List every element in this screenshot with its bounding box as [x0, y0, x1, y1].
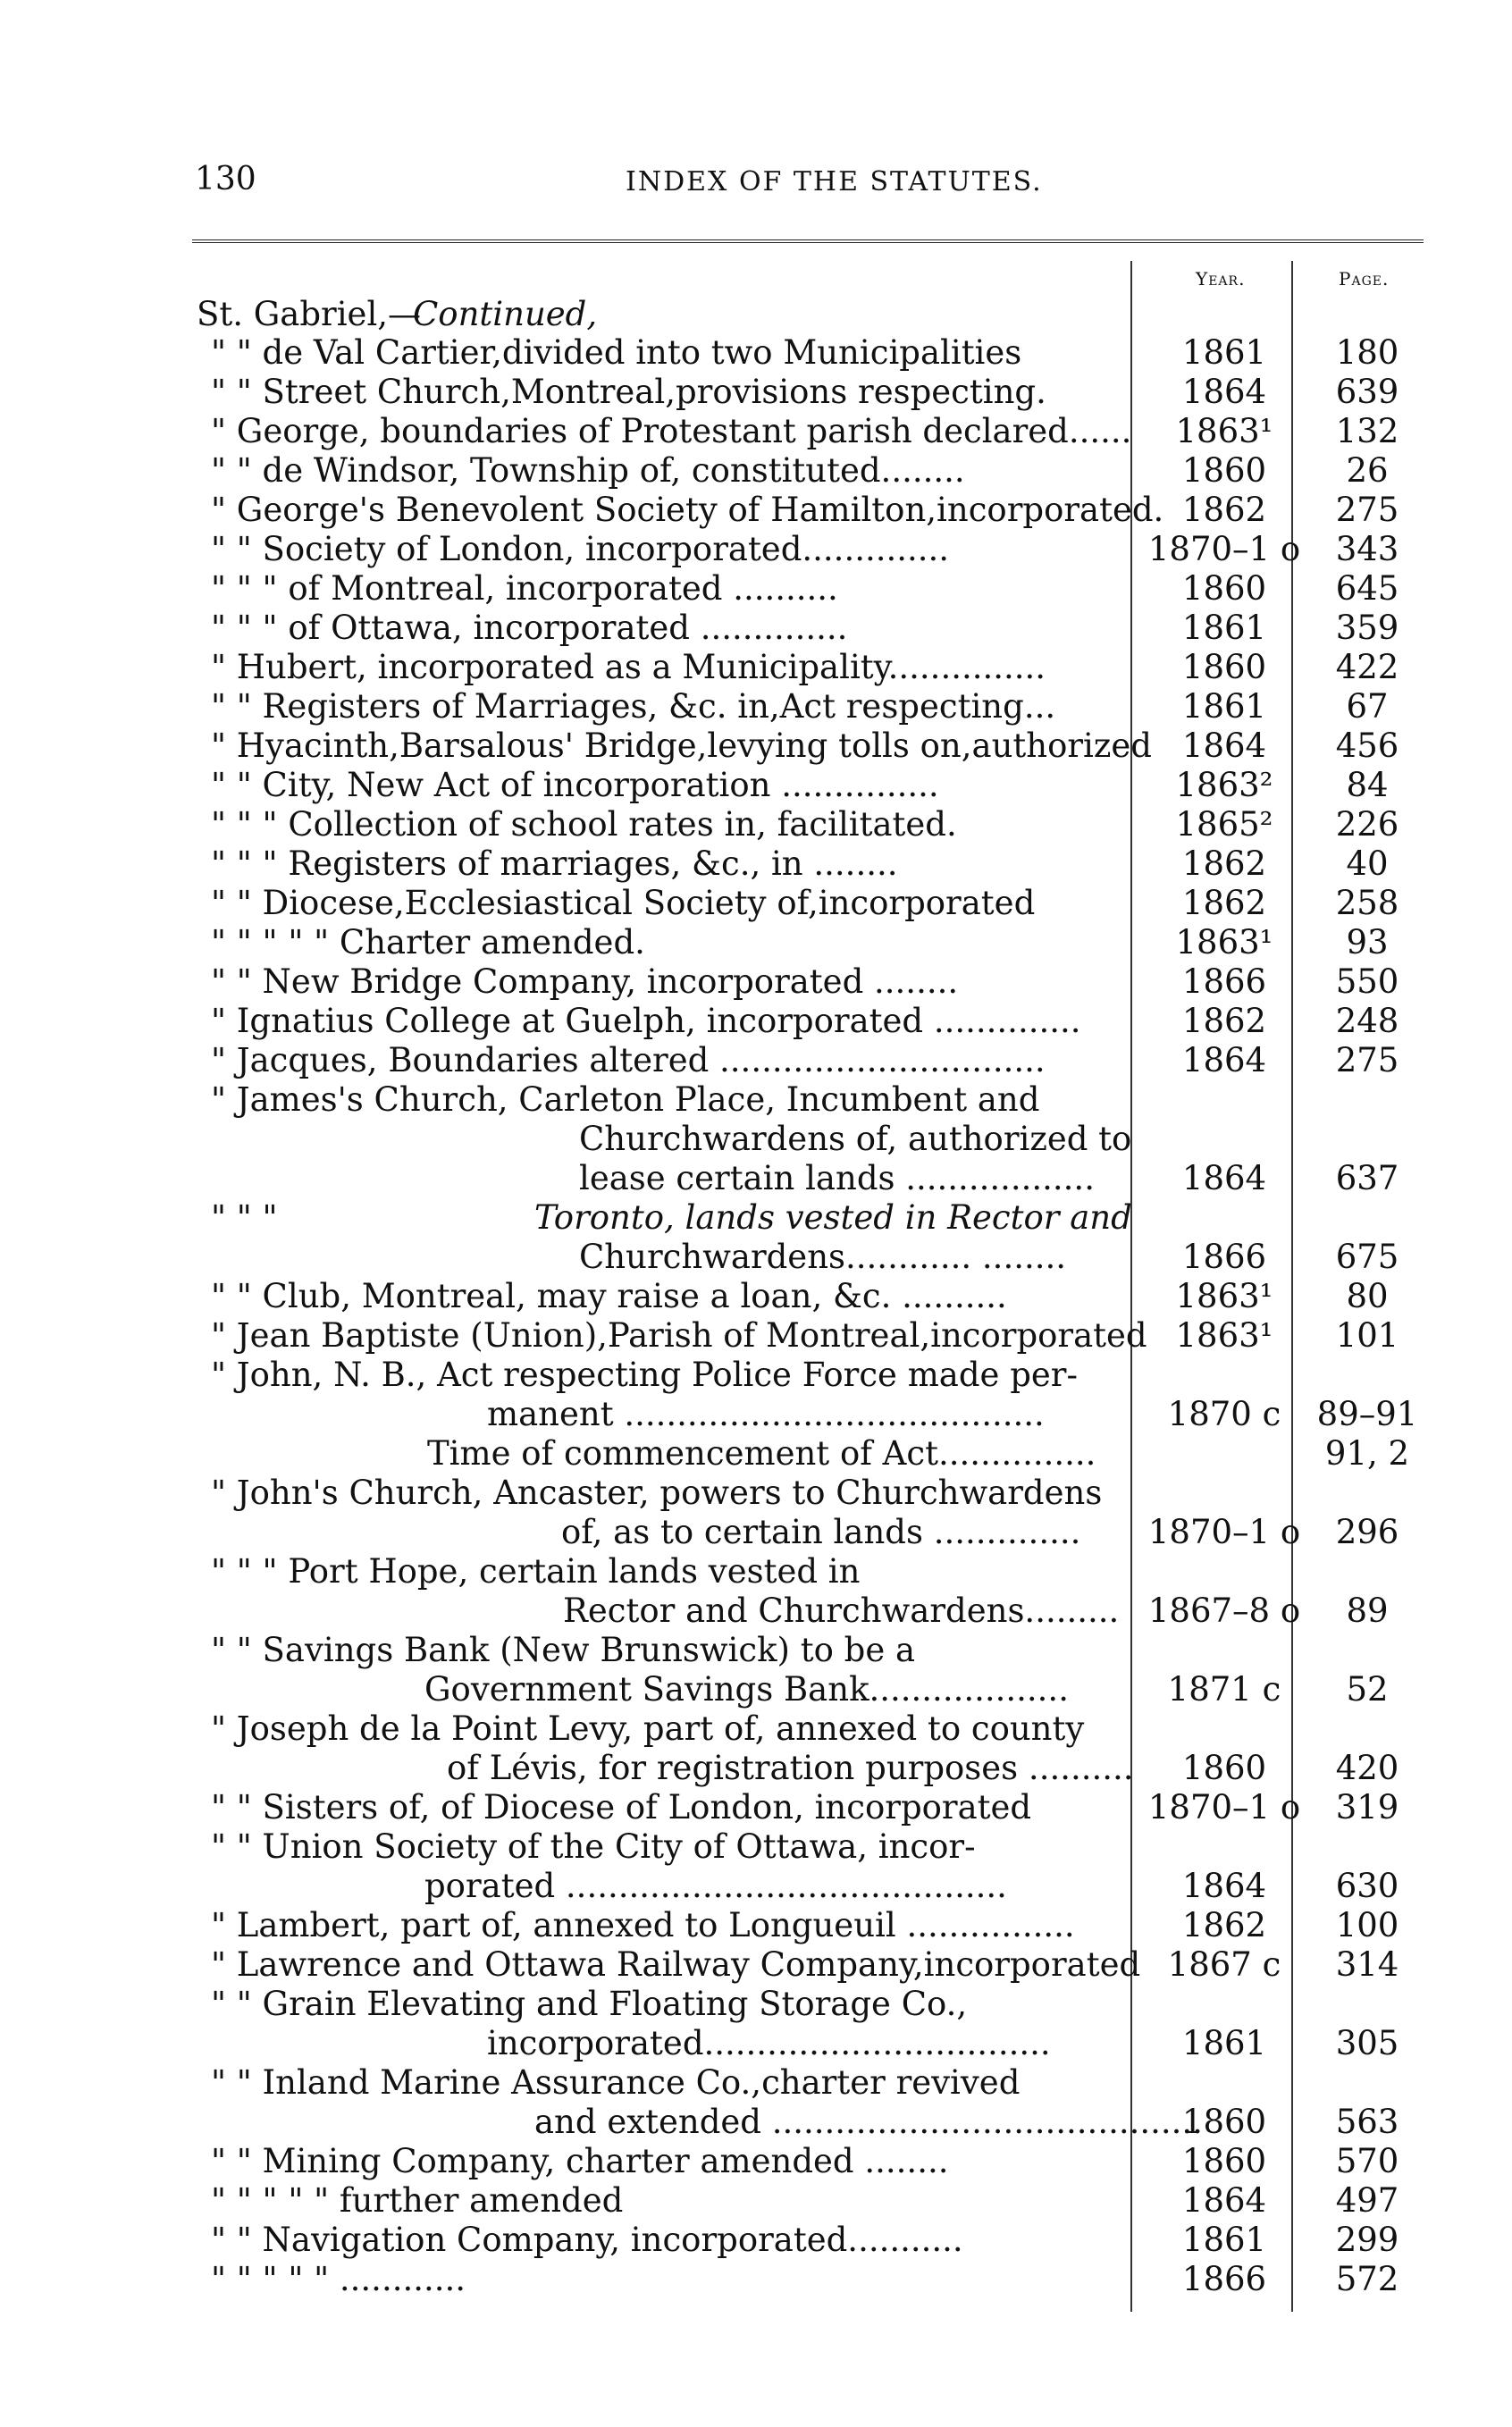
- entry-text: incorporated.................................: [487, 2024, 1051, 2062]
- entry-page: 26: [1346, 451, 1389, 490]
- table-row: [0, 1356, 1512, 1395]
- entry-page: 91, 2: [1324, 1434, 1410, 1473]
- entry-page: 89: [1346, 1591, 1389, 1630]
- entry-text: " " Inland Marine Assurance Co.,charter revived: [211, 2063, 1021, 2102]
- entry-page: 226: [1335, 805, 1399, 844]
- entry-year: 1861: [1181, 2221, 1267, 2259]
- table-row: [0, 530, 1512, 569]
- entry-text: " " Sisters of, of Diocese of London, incorporated: [211, 1788, 1032, 1827]
- entry-text: Time of commencement of Act...............: [427, 1434, 1096, 1473]
- entry-page: 359: [1335, 609, 1399, 647]
- entry-page: 456: [1335, 726, 1399, 765]
- entry-year: 1861: [1181, 687, 1267, 726]
- entry-year: 1861: [1181, 333, 1267, 372]
- entry-year: 1862: [1181, 1002, 1267, 1040]
- entry-page: 275: [1335, 1041, 1399, 1079]
- entry-page: 572: [1335, 2260, 1399, 2298]
- table-row: [0, 1985, 1512, 2024]
- table-row: [0, 412, 1512, 451]
- entry-text: St. Gabriel,—: [197, 295, 422, 333]
- entry-text: " " " " " Charter amended.: [211, 923, 645, 962]
- entry-page: 89–91: [1316, 1395, 1418, 1433]
- entry-page: 299: [1335, 2221, 1399, 2259]
- entry-page: 40: [1346, 844, 1389, 883]
- entry-text: " " de Val Cartier,divided into two Municipalities: [211, 333, 1022, 372]
- entry-page: 630: [1335, 1867, 1399, 1905]
- entry-text: " " Registers of Marriages, &c. in,Act respecting...: [211, 687, 1056, 726]
- entry-page: 563: [1335, 2103, 1399, 2141]
- entry-text: " " " Port Hope, certain lands vested in: [211, 1552, 861, 1591]
- entry-year: 1862: [1181, 1906, 1267, 1944]
- table-row: [0, 1867, 1512, 1906]
- entry-year: 1865²: [1175, 805, 1273, 844]
- table-row: [0, 451, 1512, 491]
- year-column-header: Year.: [1196, 268, 1246, 290]
- entry-year: 1870–1 o: [1147, 1513, 1301, 1551]
- entry-text: " Hyacinth,Barsalous' Bridge,levying tolls on,authorized: [211, 726, 1152, 765]
- header-rule: [192, 239, 1424, 248]
- entry-text: of, as to certain lands ..............: [561, 1513, 1081, 1551]
- table-row: [0, 1474, 1512, 1513]
- entry-page: 637: [1335, 1159, 1399, 1197]
- entry-text: " Jean Baptiste (Union),Parish of Montreal,incorporated: [211, 1316, 1147, 1355]
- page-number: 130: [195, 161, 256, 197]
- table-row: [0, 884, 1512, 923]
- entry-text: " Joseph de la Point Levy, part of, annexed to county: [211, 1709, 1085, 1748]
- entry-page: 101: [1335, 1316, 1399, 1355]
- entry-year: 1867 c: [1167, 1945, 1281, 1984]
- entry-year: 1870 c: [1167, 1395, 1281, 1433]
- entry-year: 1864: [1181, 373, 1267, 411]
- table-row: [0, 2221, 1512, 2260]
- entry-year: 1860: [1181, 451, 1267, 490]
- table-row: [0, 1080, 1512, 1120]
- entry-year: 1864: [1181, 1159, 1267, 1197]
- entry-italic: Continued,: [413, 295, 598, 333]
- entry-year: 1864: [1181, 1867, 1267, 1905]
- table-row: [0, 1906, 1512, 1945]
- entry-page: 422: [1335, 648, 1399, 686]
- entry-page: 80: [1346, 1277, 1389, 1315]
- table-row: [0, 1316, 1512, 1356]
- table-row: [0, 805, 1512, 844]
- entry-text: " Jacques, Boundaries altered ...............................: [211, 1041, 1046, 1079]
- table-row: [0, 962, 1512, 1002]
- table-row: [0, 491, 1512, 530]
- entry-text: " George, boundaries of Protestant parish declared......: [211, 412, 1132, 450]
- entry-year: 1864: [1181, 2181, 1267, 2220]
- entry-text: " " " " " ............: [211, 2260, 466, 2298]
- entry-text: " " New Bridge Company, incorporated ........: [211, 962, 959, 1001]
- table-row: [0, 1631, 1512, 1670]
- table-row: [0, 1002, 1512, 1041]
- entry-text: " " Navigation Company, incorporated...........: [211, 2221, 963, 2259]
- entry-page: 52: [1346, 1670, 1389, 1709]
- table-row: [0, 1041, 1512, 1080]
- entry-page: 675: [1335, 1238, 1399, 1276]
- entry-year: 1861: [1181, 609, 1267, 647]
- table-row: [0, 1159, 1512, 1198]
- table-row: [0, 844, 1512, 884]
- entry-page: 639: [1335, 373, 1399, 411]
- entry-text: " " " of Ottawa, incorporated ..............: [211, 609, 848, 647]
- entry-page: 180: [1335, 333, 1399, 372]
- table-row: [0, 609, 1512, 648]
- entry-page: 319: [1335, 1788, 1399, 1827]
- entry-year: 1860: [1181, 1749, 1267, 1787]
- table-row: [0, 2024, 1512, 2063]
- table-row: [0, 1552, 1512, 1591]
- table-row: [0, 1670, 1512, 1709]
- entry-page: 645: [1335, 569, 1399, 608]
- entry-year: 1863¹: [1175, 412, 1273, 450]
- entry-text: " " ": [211, 1198, 278, 1237]
- table-row: [0, 1591, 1512, 1631]
- table-row: [0, 923, 1512, 962]
- table-row: [0, 1395, 1512, 1434]
- entry-text: lease certain lands ..................: [579, 1159, 1095, 1197]
- entry-year: 1860: [1181, 569, 1267, 608]
- entry-year: 1860: [1181, 648, 1267, 686]
- entry-year: 1862: [1181, 884, 1267, 922]
- table-row: [0, 1277, 1512, 1316]
- table-row: [0, 2063, 1512, 2103]
- entry-year: 1860: [1181, 2103, 1267, 2141]
- entry-year: 1864: [1181, 726, 1267, 765]
- entry-year: 1870–1 o: [1147, 530, 1301, 568]
- entry-text: " Hubert, incorporated as a Municipality...............: [211, 648, 1046, 686]
- entry-text: manent ........................................: [487, 1395, 1045, 1433]
- entry-text: " " Grain Elevating and Floating Storage Co.,: [211, 1985, 968, 2023]
- entry-page: 550: [1335, 962, 1399, 1001]
- table-row: [0, 648, 1512, 687]
- entry-year: 1862: [1181, 844, 1267, 883]
- table-row: [0, 1198, 1512, 1238]
- entry-text: " George's Benevolent Society of Hamilton,incorporated.: [211, 491, 1164, 529]
- entry-italic: Toronto, lands vested in Rector and: [534, 1198, 1132, 1237]
- entry-text: " " Mining Company, charter amended ........: [211, 2142, 949, 2180]
- entry-text: " " Club, Montreal, may raise a loan, &c. ..........: [211, 1277, 1007, 1315]
- entry-text: " " Savings Bank (New Brunswick) to be a: [211, 1631, 916, 1669]
- entry-year: 1870–1 o: [1147, 1788, 1301, 1827]
- table-row: [0, 1827, 1512, 1867]
- entry-year: 1862: [1181, 491, 1267, 529]
- entry-page: 100: [1335, 1906, 1399, 1944]
- entry-page: 314: [1335, 1945, 1399, 1984]
- table-row: [0, 1788, 1512, 1827]
- entry-year: 1864: [1181, 1041, 1267, 1079]
- entry-text: of Lévis, for registration purposes ..........: [447, 1749, 1134, 1787]
- running-head: INDEX OF THE STATUTES.: [626, 166, 1043, 197]
- entry-text: " " " Collection of school rates in, facilitated.: [211, 805, 957, 844]
- entry-text: " " Diocese,Ecclesiastical Society of,incorporated: [211, 884, 1036, 922]
- table-row: [0, 1120, 1512, 1159]
- entry-text: Rector and Churchwardens.........: [563, 1591, 1120, 1630]
- entry-year: 1866: [1181, 2260, 1267, 2298]
- entry-year: 1866: [1181, 1238, 1267, 1276]
- entry-page: 305: [1335, 2024, 1399, 2062]
- table-row: [0, 1513, 1512, 1552]
- entry-page: 132: [1335, 412, 1399, 450]
- entry-text: " John's Church, Ancaster, powers to Churchwardens: [211, 1474, 1103, 1512]
- entry-page: 67: [1346, 687, 1389, 726]
- entry-text: " " de Windsor, Township of, constituted........: [211, 451, 965, 490]
- table-row: [0, 766, 1512, 805]
- entry-text: " James's Church, Carleton Place, Incumbent and: [211, 1080, 1040, 1119]
- entry-page: 258: [1335, 884, 1399, 922]
- entry-text: Government Savings Bank...................: [424, 1670, 1069, 1709]
- table-row: [0, 1709, 1512, 1749]
- page-column-header: Page.: [1339, 268, 1390, 290]
- entry-text: Churchwardens of, authorized to: [579, 1120, 1132, 1158]
- entry-text: " " City, New Act of incorporation ...............: [211, 766, 939, 804]
- entry-year: 1867–8 o: [1147, 1591, 1301, 1630]
- table-row: [0, 1434, 1512, 1474]
- entry-text: " Lambert, part of, annexed to Longueuil ................: [211, 1906, 1075, 1944]
- entry-year: 1861: [1181, 2024, 1267, 2062]
- entry-page: 296: [1335, 1513, 1399, 1551]
- entry-text: " Lawrence and Ottawa Railway Company,incorporated: [211, 1945, 1141, 1984]
- entry-year: 1871 c: [1167, 1670, 1281, 1709]
- entry-page: 343: [1335, 530, 1399, 568]
- entry-text: and extended .........................................: [534, 2103, 1203, 2141]
- entry-text: " " Union Society of the City of Ottawa, incor-: [211, 1827, 976, 1866]
- entry-text: " " Street Church,Montreal,provisions respecting.: [211, 373, 1046, 411]
- entry-page: 84: [1346, 766, 1389, 804]
- entry-year: 1863¹: [1175, 923, 1273, 962]
- entry-page: 497: [1335, 2181, 1399, 2220]
- entry-text: " John, N. B., Act respecting Police Force made per-: [211, 1356, 1078, 1394]
- entry-text: " Ignatius College at Guelph, incorporated ..............: [211, 1002, 1081, 1040]
- table-row: [0, 1749, 1512, 1788]
- entry-page: 420: [1335, 1749, 1399, 1787]
- table-row: [0, 2103, 1512, 2142]
- table-row: [0, 2181, 1512, 2221]
- table-row: [0, 1238, 1512, 1277]
- entry-year: 1863²: [1175, 766, 1273, 804]
- entry-page: 570: [1335, 2142, 1399, 2180]
- table-row: [0, 373, 1512, 412]
- table-row: [0, 726, 1512, 766]
- entry-page: 248: [1335, 1002, 1399, 1040]
- entry-year: 1863¹: [1175, 1277, 1273, 1315]
- table-row: [0, 569, 1512, 609]
- table-row: [0, 1945, 1512, 1985]
- table-row: [0, 2142, 1512, 2181]
- entry-text: " " " Registers of marriages, &c., in ........: [211, 844, 898, 883]
- table-row: [0, 295, 1512, 334]
- entry-text: " " Society of London, incorporated..............: [211, 530, 950, 568]
- entry-year: 1863¹: [1175, 1316, 1273, 1355]
- entry-text: Churchwardens............ ........: [579, 1238, 1067, 1276]
- entry-text: porated ..........................................: [424, 1867, 1007, 1905]
- table-row: [0, 333, 1512, 373]
- entry-page: 275: [1335, 491, 1399, 529]
- table-row: [0, 2260, 1512, 2299]
- entry-page: 93: [1346, 923, 1389, 962]
- entry-text: " " " of Montreal, incorporated ..........: [211, 569, 838, 608]
- entry-year: 1866: [1181, 962, 1267, 1001]
- entry-year: 1860: [1181, 2142, 1267, 2180]
- entry-text: " " " " " further amended: [211, 2181, 624, 2220]
- table-row: [0, 687, 1512, 726]
